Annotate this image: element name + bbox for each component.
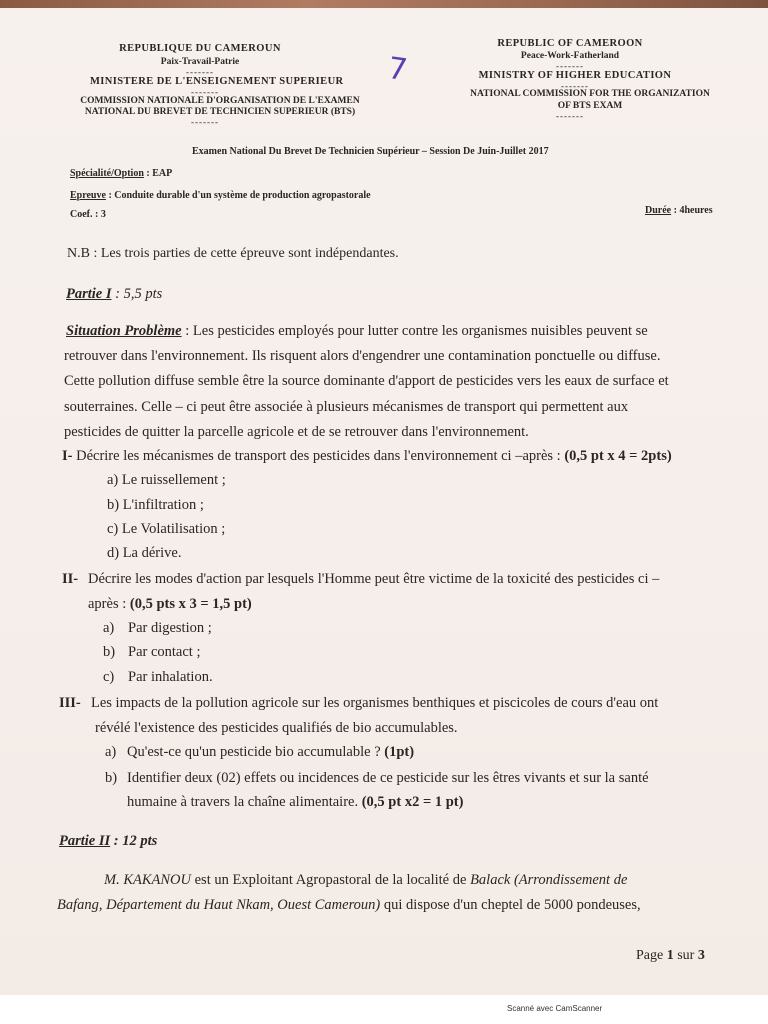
duree-label: Durée [645,205,672,216]
q2-item-b-letter: b) [103,644,116,660]
q1-item-c: c) Le Volatilisation ; [107,521,226,537]
coef: Coef. : 3 [70,209,106,220]
scanner-footer: Scanné avec CamScanner [507,1004,603,1013]
epreuve-label: Epreuve [70,190,106,201]
header-left-country: REPUBLIQUE DU CAMEROUN [119,43,281,54]
epreuve-value: : Conduite durable d'un système de production agropastorale [105,190,371,201]
situation-line-4: souterraines. Celle – ci peut être associée à plusieurs mécanismes de transport qui permettent aux [64,399,629,415]
q2-item-a-letter: a) [103,620,115,636]
header-left-commission-1: COMMISSION NATIONALE D'ORGANISATION DE L'EXAMEN [80,96,360,106]
q2-item-c [103,669,213,685]
header-left-separator-2: ------- [191,87,219,97]
q2-number-line [62,572,78,587]
partie1-title: Partie I [66,286,112,302]
partie2-line-1 [104,873,627,888]
q2-item-a [103,620,212,636]
q3-a-letter: a) [105,744,117,760]
q3-b-text: Identifier deux (02) effets ou incidences de ce pesticide sur les êtres vivants et sur la santé [127,770,649,786]
situation-line-2: retrouver dans l'environnement. Ils risquent alors d'engendrer une contamination ponctuelle ou diffuse. [64,348,661,364]
situation-line-1 [66,324,648,339]
q3-text-2: révélé l'existence des pesticides qualifiés de bio accumulables. [95,720,458,736]
q2-text: Décrire les modes d'action par lesquels l'Homme peut être victime de la toxicité des pesticides ci – [88,571,660,587]
q3-b-text2: humaine à travers la chaîne alimentaire. [127,794,362,810]
exam-title: Examen National Du Brevet De Technicien Supérieur – Session De Juin-Juillet 2017 [192,146,549,157]
specialite-label: Spécialité/Option [70,168,144,179]
specialite-line [70,168,172,179]
header-right-commission-2: OF BTS EXAM [557,101,623,111]
header-left-separator-3: ------- [191,117,219,127]
header-right-motto: Peace-Work-Fatherland [520,51,620,61]
q1-number: I- [62,448,73,464]
situation-label: Situation Problème [66,323,182,339]
question-1 [62,449,672,464]
situation-line-5: pesticides de quitter la parcelle agricole et de se retrouver dans l'environnement. [64,424,529,440]
q1-item-d: d) La dérive. [107,545,182,561]
top-edge-strip [0,0,768,8]
partie2-name: M. KAKANOU [104,872,191,888]
header-right-commission-1: NATIONAL COMMISSION FOR THE ORGANIZATION [470,89,710,99]
q2-points: (0,5 pts x 3 = 1,5 pt) [129,596,252,612]
header-left-separator: ------- [186,67,214,77]
header-right-separator-3: ------- [556,111,584,121]
header-right-ministry: MINISTRY OF HIGHER EDUCATION [478,70,672,81]
q1-item-a: a) Le ruissellement ; [107,472,226,488]
partie2-place: Balack (Arrondissement de [470,872,628,888]
q3-b-letter: b) [105,770,118,786]
q3-number: III- [59,695,81,711]
q3-item-a [105,744,415,760]
q1-item-b: b) L'infiltration ; [107,497,204,513]
q2-item-b [103,644,201,660]
partie2-line-2 [57,898,641,913]
header-right-separator: ------- [556,61,584,71]
partie1-heading [66,287,162,302]
header-left-motto: Paix-Travail-Patrie [160,57,240,67]
page-current: 1 [666,948,674,963]
q3-item-b [105,770,649,786]
q3-a-points: (1pt) [384,744,415,760]
specialite-value: : EAP [143,168,173,179]
header-right-separator-2: ------- [561,81,589,91]
page-prefix: Page [636,948,667,963]
header-right-country: REPUBLIC OF CAMEROON [497,38,643,49]
partie2-text-2: qui dispose d'un cheptel de 5000 pondeuses, [380,897,641,913]
situation-line-3: Cette pollution diffuse semble être la source dominante d'apport de pesticides vers les eaux de surface et [64,373,669,389]
header-left-ministry: MINISTERE DE L'ENSEIGNEMENT SUPERIEUR [90,76,344,87]
partie2-place-2: Bafang, Département du Haut Nkam, Ouest Cameroun) [57,897,381,913]
nb-note: N.B : Les trois parties de cette épreuve sont indépendantes. [67,246,399,261]
page-mid: sur [673,948,698,963]
q3-b-points: (0,5 pt x2 = 1 pt) [361,794,464,810]
partie2-heading [59,834,157,849]
q3-text: Les impacts de la pollution agricole sur les organismes benthiques et piscicoles de cours d'eau ont [91,695,659,711]
q2-text2: après : [88,596,130,612]
epreuve-line [70,190,371,201]
q2-item-c-text: Par inhalation. [128,669,213,685]
header-left-commission-2: NATIONAL DU BREVET DE TECHNICIEN SUPERIEUR (BTS) [84,107,356,117]
page-number [636,949,705,963]
situation-text-1: : Les pesticides employés pour lutter contre les organismes nuisibles peuvent se [181,323,648,339]
q1-text: Décrire les mécanismes de transport des pesticides dans l'environnement ci –après : [72,448,565,464]
q1-points: (0,5 pt x 4 = 2pts) [564,448,672,464]
q3-item-b-line2 [127,795,463,810]
page-total: 3 [697,948,705,963]
q2-number: II- [62,571,79,587]
q2-item-a-text: Par digestion ; [128,620,212,636]
q3-a-text: Qu'est-ce qu'un pesticide bio accumulable ? [127,744,385,760]
q3-a-text-wrap [127,745,414,760]
partie2-text-1: est un Exploitant Agropastoral de la localité de [191,872,471,888]
partie1-points: : 5,5 pts [111,286,163,302]
q2-item-c-letter: c) [103,669,115,685]
partie2-title: Partie II [59,833,111,849]
partie2-points: : 12 pts [110,833,158,849]
q2-item-b-text: Par contact ; [128,644,201,660]
q2-text-2 [88,597,252,612]
handwritten-mark: 7 [385,50,410,89]
duree-line [645,205,713,216]
duree-value: : 4heures [671,205,713,216]
